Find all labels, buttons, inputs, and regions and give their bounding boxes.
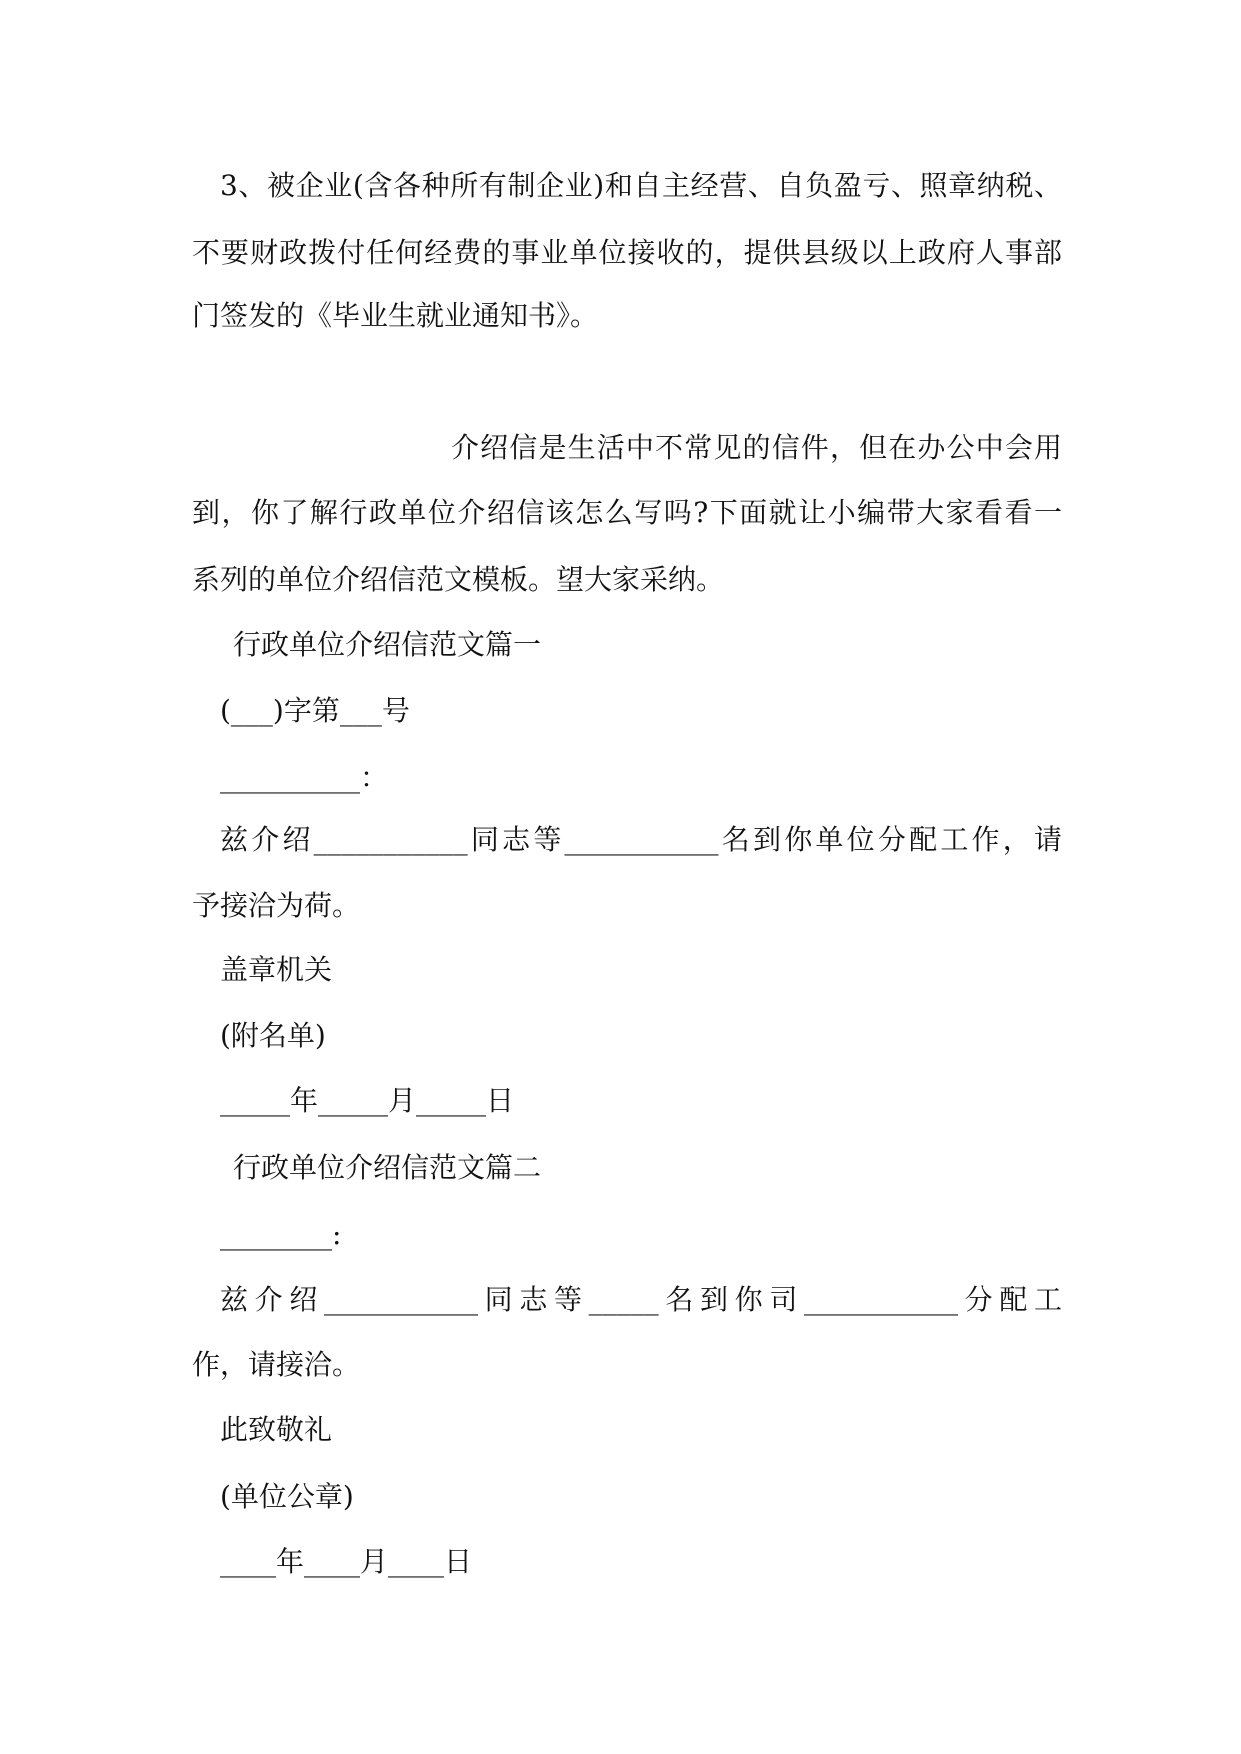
template-2-body-line: 作，请接洽。	[192, 1348, 361, 1381]
template-2-body-line: 兹介绍___________同志等_____名到你司___________分配工	[220, 1283, 1062, 1316]
template-1-date: _____年_____月_____日	[220, 1084, 515, 1117]
intro-line: 介绍信是生活中不常见的信件，但在办公中会用	[451, 431, 1062, 464]
template-2-title: 行政单位介绍信范文篇二	[233, 1151, 542, 1184]
template-1-body-line: 兹介绍___________同志等___________名到你单位分配工作，请	[220, 823, 1062, 856]
requirement-3-line: 3、被企业(含各种所有制企业)和自主经营、自负盈亏、照章纳税、	[220, 169, 1062, 202]
intro-line: 系列的单位介绍信范文模板。望大家采纳。	[192, 563, 725, 596]
template-1-body-line: 予接洽为荷。	[192, 889, 361, 922]
template-2-date: ____年____月____日	[220, 1545, 473, 1578]
template-1-reference-number: (___)字第___号	[220, 694, 410, 727]
requirement-3-line: 门签发的《毕业生就业通知书》。	[192, 299, 599, 332]
requirement-3-line: 不要财政拨付任何经费的事业单位接收的，提供县级以上政府人事部	[192, 236, 1062, 269]
template-1-title: 行政单位介绍信范文篇一	[233, 628, 542, 661]
intro-line: 到，你了解行政单位介绍信该怎么写吗?下面就让小编带大家看看一	[192, 496, 1062, 529]
template-1-attachment: (附名单)	[220, 1019, 326, 1052]
template-2-seal: (单位公章)	[220, 1480, 354, 1513]
template-2-salutation: ________:	[220, 1218, 342, 1251]
template-2-closing: 此致敬礼	[220, 1413, 333, 1446]
template-1-salutation: __________：	[220, 761, 389, 794]
template-1-seal: 盖章机关	[220, 953, 333, 986]
